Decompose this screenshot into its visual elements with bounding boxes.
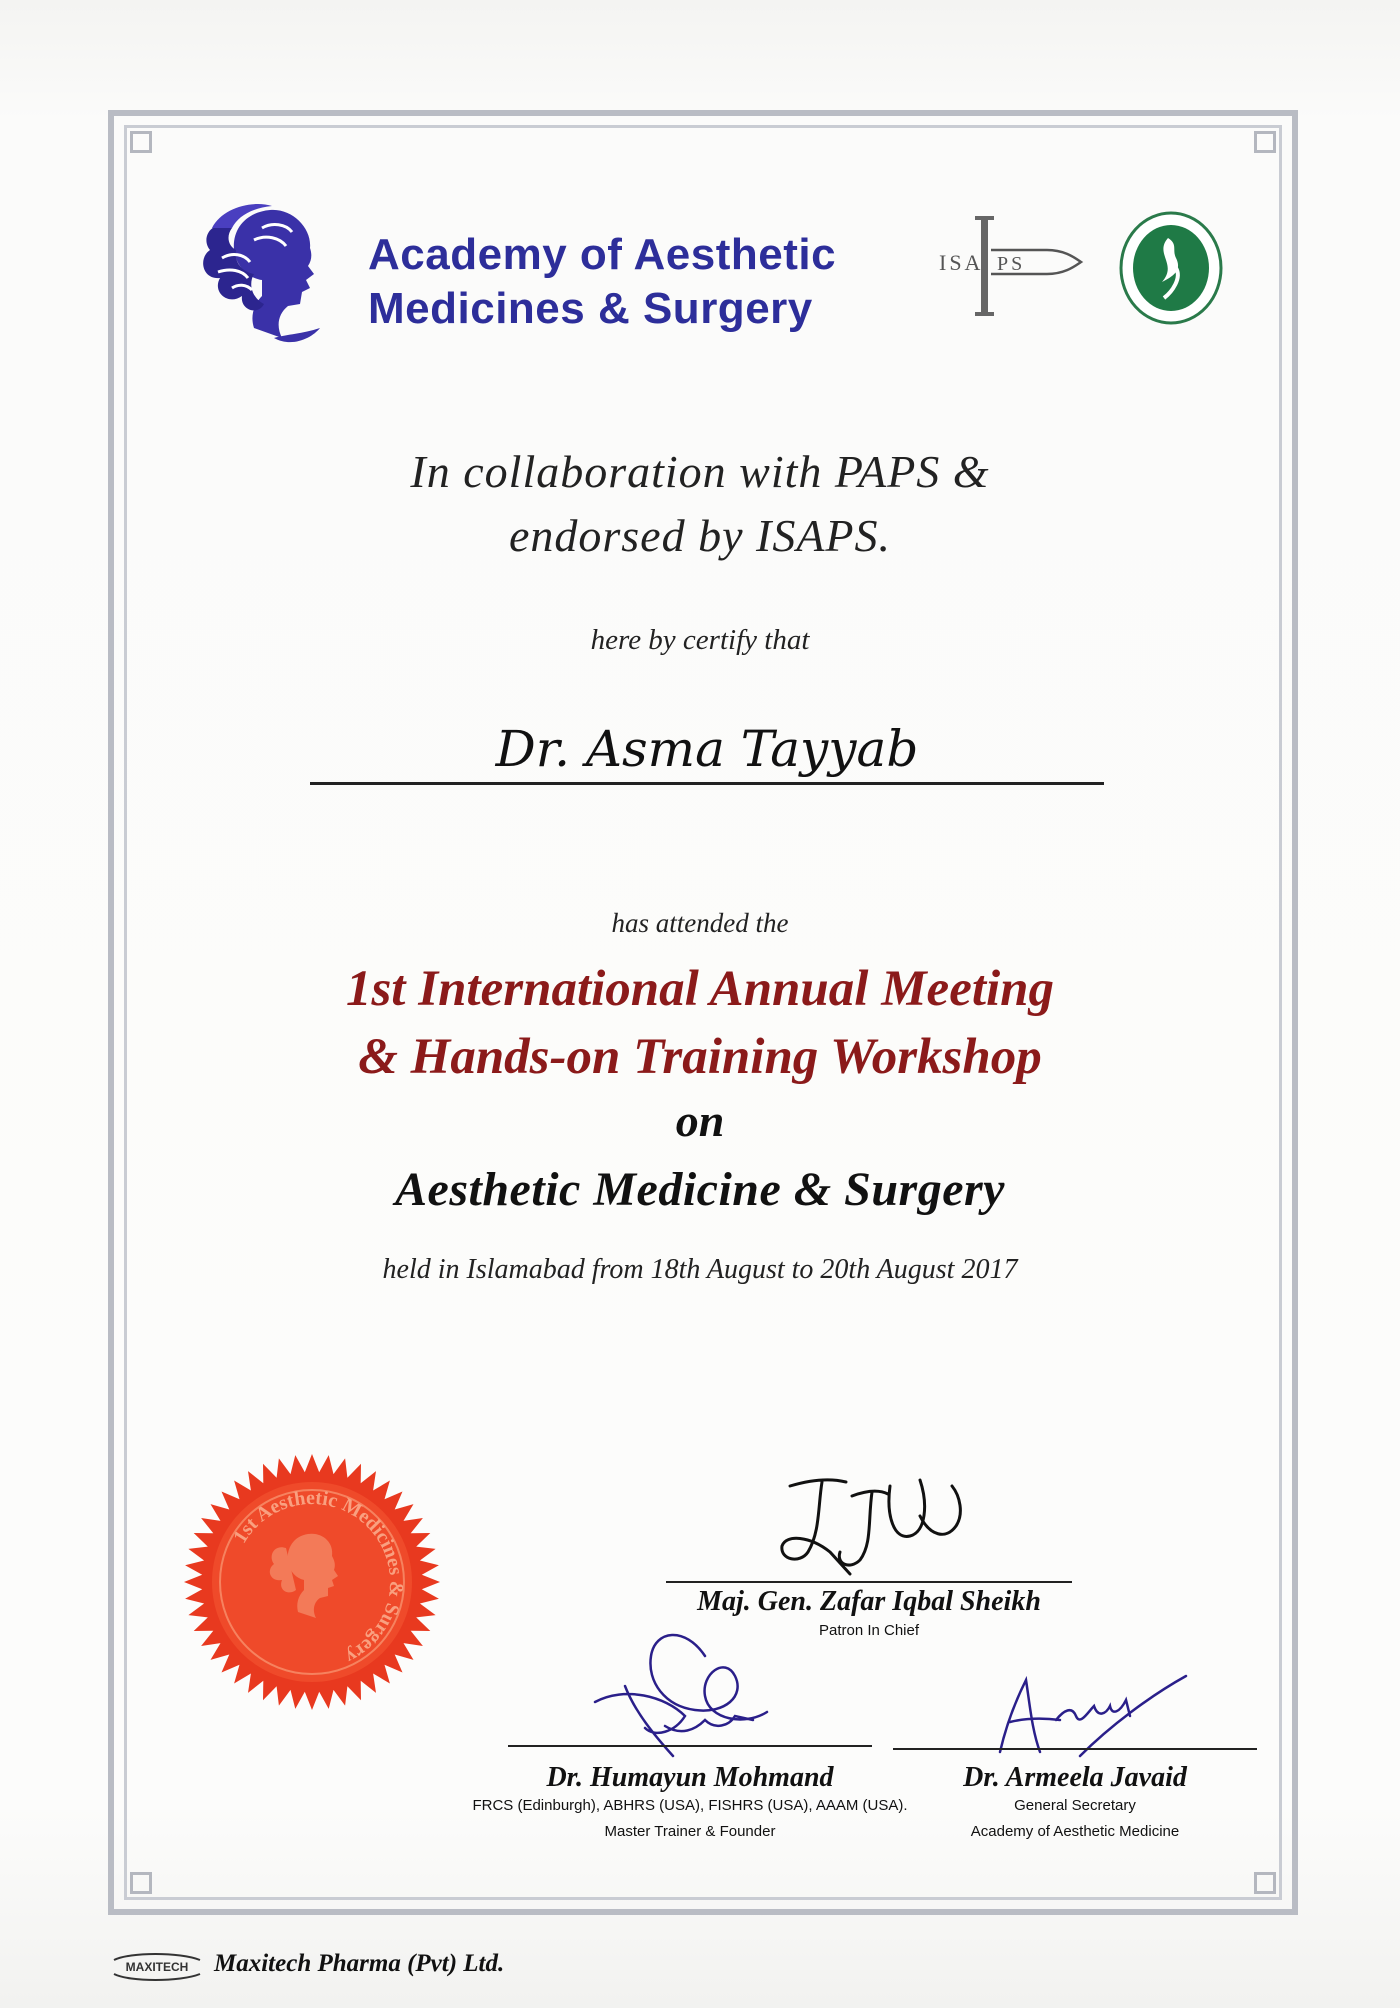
event-subject: Aesthetic Medicine & Surgery — [395, 1163, 1005, 1216]
founder-credentials: FRCS (Edinburgh), ABHRS (USA), FISHRS (USA), AAAM (USA). — [472, 1797, 908, 1814]
founder-title: Master Trainer & Founder — [604, 1823, 776, 1840]
event-title-line1: 1st International Annual Meeting — [345, 961, 1055, 1017]
recipient-name: Dr. Asma Tayyab — [495, 720, 919, 778]
collaboration-line2: endorsed by ISAPS. — [508, 510, 892, 561]
founder-signature-line — [508, 1745, 872, 1747]
patron-title: Patron In Chief — [818, 1622, 920, 1639]
academy-woman-profile-logo — [192, 188, 352, 358]
academy-name-line2: Medicines & Surgery — [368, 284, 813, 333]
event-title — [0, 955, 1400, 1091]
patron-signature — [760, 1456, 970, 1586]
collaboration-statement — [0, 440, 1400, 568]
on-text: on — [675, 1095, 725, 1146]
academy-name-line1: Academy of Aesthetic — [368, 230, 837, 279]
sponsor-name: Maxitech Pharma (Pvt) Ltd. — [214, 1950, 505, 1977]
secretary-name: Dr. Armeela Javaid — [963, 1762, 1187, 1793]
collaboration-line1: In collaboration with PAPS & — [410, 446, 990, 497]
certify-text: here by certify that — [590, 624, 810, 656]
patron-signature-line — [666, 1581, 1072, 1583]
patron-name: Maj. Gen. Zafar Iqbal Sheikh — [697, 1586, 1041, 1617]
maxitech-logo — [110, 1950, 204, 1984]
recipient-name-line — [310, 782, 1104, 785]
maxitech-logo-text: MAXITECH — [125, 1960, 189, 1974]
academy-name — [368, 228, 836, 336]
red-wax-seal — [182, 1452, 442, 1712]
founder-name: Dr. Humayun Mohmand — [546, 1762, 834, 1793]
attended-text: has attended the — [611, 908, 789, 938]
seal-text: 1st Aesthetic Medicines & Surgery — [229, 1486, 408, 1669]
corner-ornament-top-right — [1254, 131, 1276, 153]
corner-ornament-bottom-right — [1254, 1872, 1276, 1894]
corner-ornament-bottom-left — [130, 1872, 152, 1894]
corner-ornament-top-left — [130, 131, 152, 153]
secretary-organization: Academy of Aesthetic Medicine — [970, 1823, 1180, 1840]
secretary-signature — [960, 1656, 1190, 1776]
secretary-title: General Secretary — [1014, 1797, 1136, 1814]
secretary-signature-line — [893, 1748, 1257, 1750]
isaps-logo-text-right: PS — [997, 253, 1026, 275]
paps-emblem-logo — [1118, 210, 1224, 326]
isaps-logo-text-left: ISA — [939, 250, 984, 275]
event-title-line2: & Hands-on Training Workshop — [358, 1029, 1042, 1085]
isaps-logo — [935, 212, 1085, 322]
event-venue-dates: held in Islamabad from 18th August to 20th August 2017 — [382, 1254, 1018, 1285]
